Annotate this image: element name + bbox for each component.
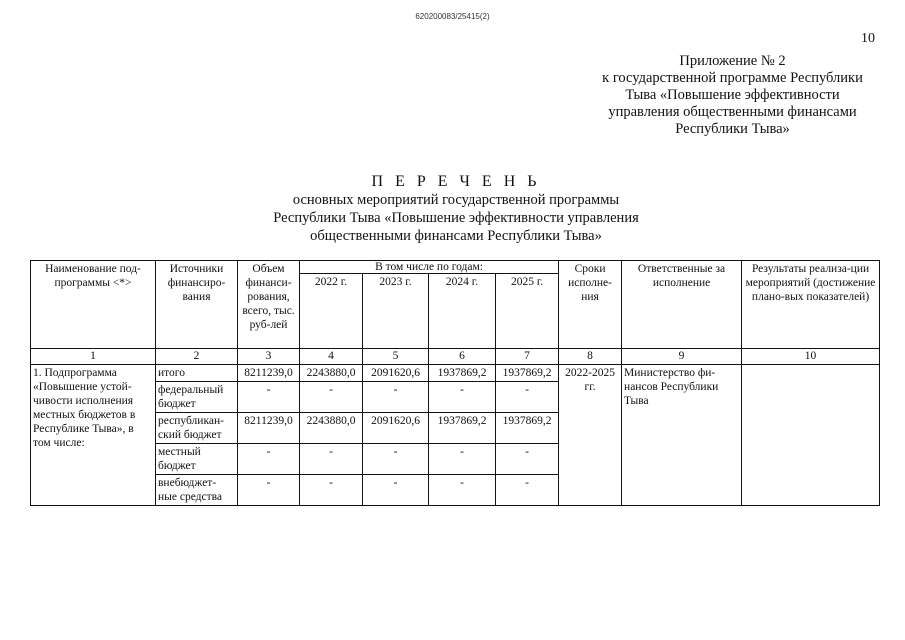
title-main: П Е Р Е Ч Е Н Ь	[371, 173, 541, 190]
funding-2025: -	[496, 382, 559, 413]
page-number: 10	[861, 31, 875, 46]
column-number: 9	[622, 349, 742, 365]
header-year-2024: 2024 г.	[429, 274, 496, 349]
title-subline: Республики Тыва «Повышение эффективности управления	[273, 210, 639, 226]
funding-total: -	[238, 475, 300, 506]
funding-2025: 1937869,2	[496, 365, 559, 382]
appendix-line: управления общественными финансами	[608, 104, 857, 120]
title-subline: основных мероприятий государственной программы	[292, 192, 620, 208]
expected-results	[742, 365, 880, 506]
funding-source: внебюджет-ные средства	[156, 475, 238, 506]
column-number: 10	[742, 349, 880, 365]
header-terms: Сроки исполне-ния	[559, 261, 622, 349]
funding-2025: 1937869,2	[496, 413, 559, 444]
column-number: 7	[496, 349, 559, 365]
subprogram-name: 1. Подпрограмма «Повышение устой-чивости исполнения местных бюджетов в Республике Тыва», в том числе:	[31, 365, 156, 506]
responsible-party: Министерство фи-нансов Республики Тыва	[622, 365, 742, 506]
funding-2022: 2243880,0	[300, 365, 363, 382]
header-year-2022: 2022 г.	[300, 274, 363, 349]
appendix-line: к государственной программе Республики	[602, 70, 863, 86]
funding-2022: 2243880,0	[300, 413, 363, 444]
appendix-note	[560, 53, 905, 138]
funding-2023: -	[363, 382, 429, 413]
header-by-years: В том числе по годам:	[300, 261, 559, 274]
header-volume: Объем финанси-рования, всего, тыс. руб-лей	[238, 261, 300, 349]
column-number: 2	[156, 349, 238, 365]
funding-2022: -	[300, 475, 363, 506]
funding-2025: -	[496, 444, 559, 475]
appendix-line: Республики Тыва»	[675, 121, 790, 137]
column-number-row	[31, 349, 880, 365]
table-row	[31, 365, 880, 382]
funding-source: местный бюджет	[156, 444, 238, 475]
column-number: 3	[238, 349, 300, 365]
funding-2023: 2091620,6	[363, 413, 429, 444]
document-title	[0, 173, 905, 245]
funding-source: республикан-ский бюджет	[156, 413, 238, 444]
header-name: Наименование под-программы <*>	[31, 261, 156, 349]
appendix-line: Приложение № 2	[679, 53, 786, 69]
header-year-2023: 2023 г.	[363, 274, 429, 349]
measures-table	[30, 260, 880, 506]
column-number: 8	[559, 349, 622, 365]
execution-terms: 2022-2025 гг.	[559, 365, 622, 506]
funding-2024: -	[429, 382, 496, 413]
funding-2023: -	[363, 444, 429, 475]
funding-source: федеральный бюджет	[156, 382, 238, 413]
funding-2024: -	[429, 444, 496, 475]
funding-2023: -	[363, 475, 429, 506]
funding-2024: 1937869,2	[429, 413, 496, 444]
header-results: Результаты реализа-ции мероприятий (достижение плано-вых показателей)	[742, 261, 880, 349]
column-number: 6	[429, 349, 496, 365]
header-responsible: Ответственные за исполнение	[622, 261, 742, 349]
funding-total: 8211239,0	[238, 365, 300, 382]
document-id: 620200083/25415(2)	[415, 12, 490, 21]
funding-total: -	[238, 382, 300, 413]
header-year-2025: 2025 г.	[496, 274, 559, 349]
funding-2024: -	[429, 475, 496, 506]
funding-total: -	[238, 444, 300, 475]
funding-2022: -	[300, 444, 363, 475]
funding-total: 8211239,0	[238, 413, 300, 444]
funding-2024: 1937869,2	[429, 365, 496, 382]
title-subline: общественными финансами Республики Тыва»	[310, 228, 602, 244]
header-sources: Источники финансиро-вания	[156, 261, 238, 349]
funding-2022: -	[300, 382, 363, 413]
column-number: 5	[363, 349, 429, 365]
funding-2025: -	[496, 475, 559, 506]
funding-2023: 2091620,6	[363, 365, 429, 382]
column-number: 1	[31, 349, 156, 365]
appendix-line: Тыва «Повышение эффективности	[625, 87, 840, 103]
column-number: 4	[300, 349, 363, 365]
funding-source: итого	[156, 365, 238, 382]
